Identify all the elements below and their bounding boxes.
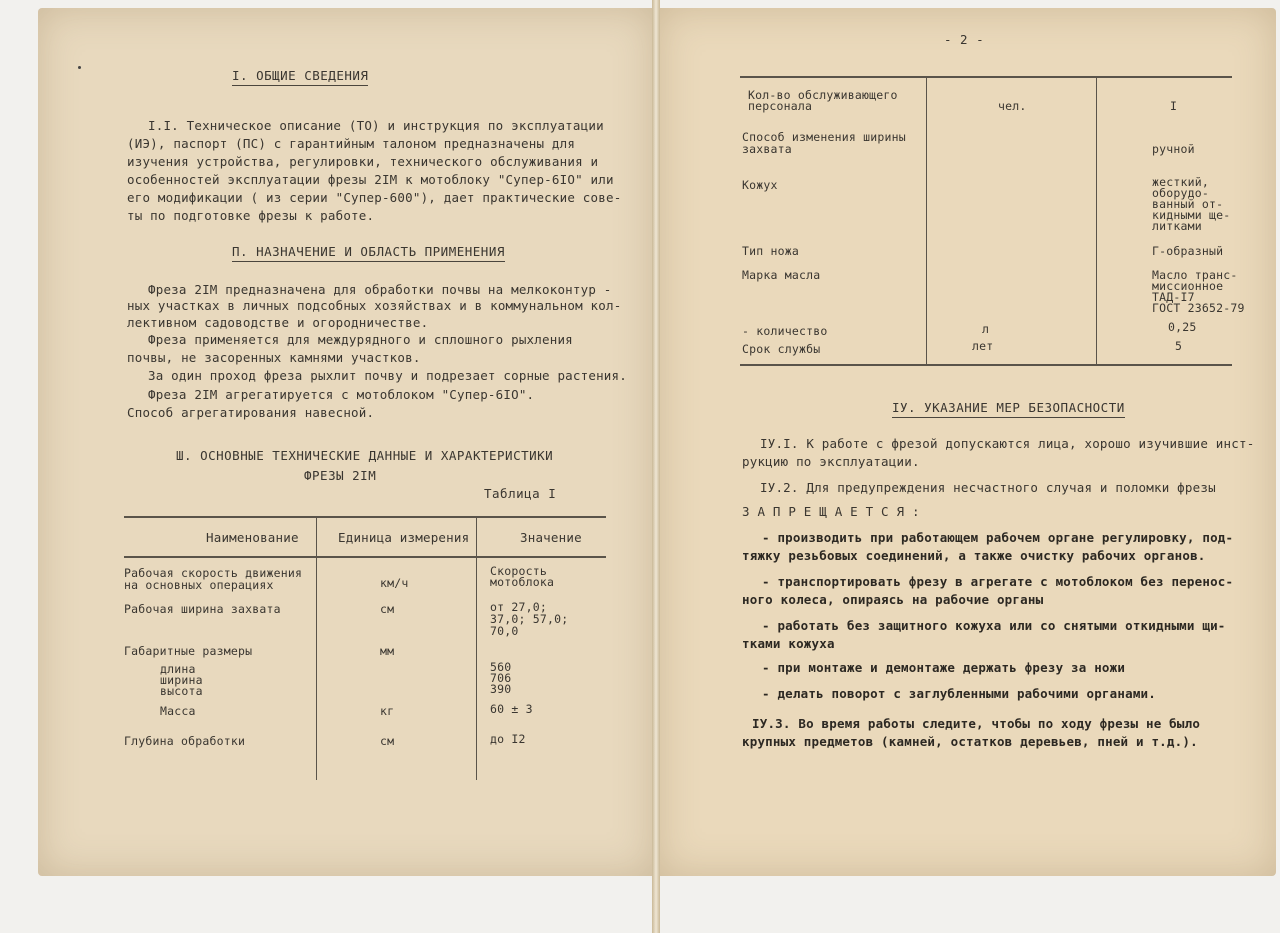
row-dims-value-1: 560 (490, 660, 512, 674)
r-service-life-unit: лет (972, 339, 994, 353)
r-knife-value: Г-образный (1152, 244, 1224, 258)
s1-line-1: I.I. Техническое описание (ТО) и инструкция по эксплуатации (148, 118, 604, 133)
r-personnel-name-2: персонала (748, 99, 813, 113)
rtable-top-rule (740, 76, 1232, 78)
s2-line-4: Фреза применяется для междурядного и сплошного рыхления (148, 332, 573, 347)
row-width-unit: см (380, 602, 395, 616)
rtable-bottom-rule (740, 364, 1232, 366)
s2-line-3: лективном садоводстве и огородничестве. (127, 315, 429, 330)
row-dims-name: Габаритные размеры (124, 644, 253, 658)
r-oil-value-4: ГОСТ 23652-79 (1152, 301, 1245, 315)
r-oil-value-2: миссионное (1152, 279, 1224, 293)
s4-item-2-line-2: ного колеса, опираясь на рабочие органы (742, 592, 1044, 607)
r-service-life-name: Срок службы (742, 342, 821, 356)
row-width-value-2: 37,0; 57,0; (490, 612, 569, 626)
s1-line-6: ты по подготовке фрезы к работе. (127, 208, 375, 223)
r-casing-value-5: литками (1152, 219, 1202, 233)
r-width-change-name-2: захвата (742, 142, 792, 156)
s1-line-5: его модификации ( из серии "Супер-600"), дает практические сове- (127, 190, 622, 205)
table-header-rule (124, 556, 606, 558)
r-quantity-unit: л (982, 322, 990, 336)
s4-p1-line-2: рукцию по эксплуатации. (742, 454, 920, 469)
s4-item-1-line-2: тяжку резьбовых соединений, а также очистку рабочих органов. (742, 548, 1206, 563)
table-col-divider-1 (316, 518, 317, 780)
row-depth-name: Глубина обработки (124, 734, 246, 748)
row-speed-name-2: на основных операциях (124, 578, 274, 592)
r-personnel-name: Кол-во обслуживающего (748, 88, 898, 102)
s4-item-4: - при монтаже и демонтаже держать фрезу за ножи (762, 660, 1126, 675)
rtable-col-divider-2 (1096, 78, 1097, 364)
r-knife-name: Тип ножа (742, 244, 799, 258)
s2-line-6: За один проход фреза рыхлит почву и подрезает сорные растения. (148, 368, 627, 383)
row-mass-value: 60 ± 3 (490, 702, 533, 716)
r-casing-value-4: кидными ще- (1152, 208, 1231, 222)
s4-p3-line-2: крупных предметов (камней, остатков деревьев, пней и т.д.). (742, 734, 1198, 749)
row-depth-unit: см (380, 734, 395, 748)
row-speed-value: Скорость (490, 564, 547, 578)
r-quantity-name: - количество (742, 324, 828, 338)
row-dims-length: длина (160, 662, 196, 676)
row-speed-name: Рабочая скорость движения (124, 566, 303, 580)
s1-line-2: (ИЭ), паспорт (ПС) с гарантийным талоном предназначены для (127, 136, 576, 151)
r-width-change-name: Способ изменения ширины (742, 130, 906, 144)
row-mass-unit: кг (380, 704, 395, 718)
s4-item-5: - делать поворот с заглубленными рабочими органами. (762, 686, 1157, 701)
book-spine (652, 0, 660, 933)
s2-line-8: Способ агрегатирования навесной. (127, 405, 375, 420)
row-dims-unit: мм (380, 644, 395, 658)
row-width-name: Рабочая ширина захвата (124, 602, 281, 616)
s4-item-3-line-2: тками кожуха (742, 636, 835, 651)
s4-item-1-line-1: - производить при работающем рабочем органе регулировку, под- (762, 530, 1234, 545)
rtable-col-divider-1 (926, 78, 927, 364)
r-service-life-value: 5 (1175, 339, 1183, 353)
row-dims-value-3: 390 (490, 682, 512, 696)
r-personnel-unit: чел. (998, 99, 1027, 113)
s4-forbidden: З А П Р Е Щ А Е Т С Я : (742, 504, 920, 519)
s2-line-5: почвы, не засоренных камнями участков. (127, 350, 421, 365)
s4-p3-line-1: IУ.3. Во время работы следите, чтобы по ходу фрезы не было (752, 716, 1201, 731)
r-oil-name: Марка масла (742, 268, 821, 282)
page-number: - 2 - (944, 32, 985, 47)
row-width-value: от 27,0; (490, 600, 547, 614)
r-casing-value-3: ванный от- (1152, 197, 1224, 211)
r-personnel-value: I (1170, 99, 1178, 113)
section1-heading: I. ОБЩИЕ СВЕДЕНИЯ (232, 68, 368, 86)
s1-line-4: особенностей эксплуатации фрезы 2IM к мотоблоку "Супер-6IO" или (127, 172, 614, 187)
table-header-value: Значение (520, 530, 582, 545)
s2-line-2: ных участках в личных подсобных хозяйствах и в коммунальном кол- (127, 298, 622, 313)
r-oil-value-3: ТАД-I7 (1152, 290, 1195, 304)
section4-heading: IУ. УКАЗАНИЕ МЕР БЕЗОПАСНОСТИ (892, 400, 1125, 418)
r-casing-value-2: оборудо- (1152, 186, 1209, 200)
r-width-change-value: ручной (1152, 142, 1195, 156)
s2-line-7: Фреза 2IM агрегатируется с мотоблоком "Супер-6IO". (148, 387, 535, 402)
row-dims-value-2: 706 (490, 671, 512, 685)
s2-line-1: Фреза 2IM предназначена для обработки почвы на мелкоконтур - (148, 282, 612, 297)
table-col-divider-2 (476, 518, 477, 780)
s4-item-2-line-1: - транспортировать фрезу в агрегате с мотоблоком без переноc- (762, 574, 1234, 589)
r-casing-name: Кожух (742, 178, 778, 192)
row-speed-value-2: мотоблока (490, 575, 555, 589)
row-width-value-3: 70,0 (490, 624, 519, 638)
ink-dot (78, 66, 81, 69)
row-dims-width: ширина (160, 673, 203, 687)
r-casing-value-1: жесткий, (1152, 175, 1209, 189)
table-label: Таблица I (484, 486, 557, 501)
row-speed-unit: км/ч (380, 576, 409, 590)
table-header-name: Наименование (206, 530, 299, 545)
row-mass-name: Масса (160, 704, 196, 718)
row-depth-value: до I2 (490, 732, 526, 746)
r-quantity-value: 0,25 (1168, 320, 1197, 334)
row-dims-height: высота (160, 684, 203, 698)
s4-p1-line-1: IУ.I. К работе с фрезой допускаются лица, хорошо изучившие инст- (760, 436, 1255, 451)
section3-heading: Ш. ОСНОВНЫЕ ТЕХНИЧЕСКИЕ ДАННЫЕ И ХАРАКТЕРИСТИКИ (176, 448, 554, 463)
section3-heading-2: ФРЕЗЫ 2IM (304, 468, 377, 483)
s4-p2: IУ.2. Для предупреждения несчастного случая и поломки фрезы (760, 480, 1216, 495)
s4-item-3-line-1: - работать без защитного кожуха или со снятыми откидными щи- (762, 618, 1226, 633)
section2-heading: П. НАЗНАЧЕНИЕ И ОБЛАСТЬ ПРИМЕНЕНИЯ (232, 244, 505, 262)
table-top-rule (124, 516, 606, 518)
table-header-unit: Единица измерения (338, 530, 470, 545)
r-oil-value-1: Масло транс- (1152, 268, 1238, 282)
s1-line-3: изучения устройства, регулировки, технического обслуживания и (127, 154, 599, 169)
